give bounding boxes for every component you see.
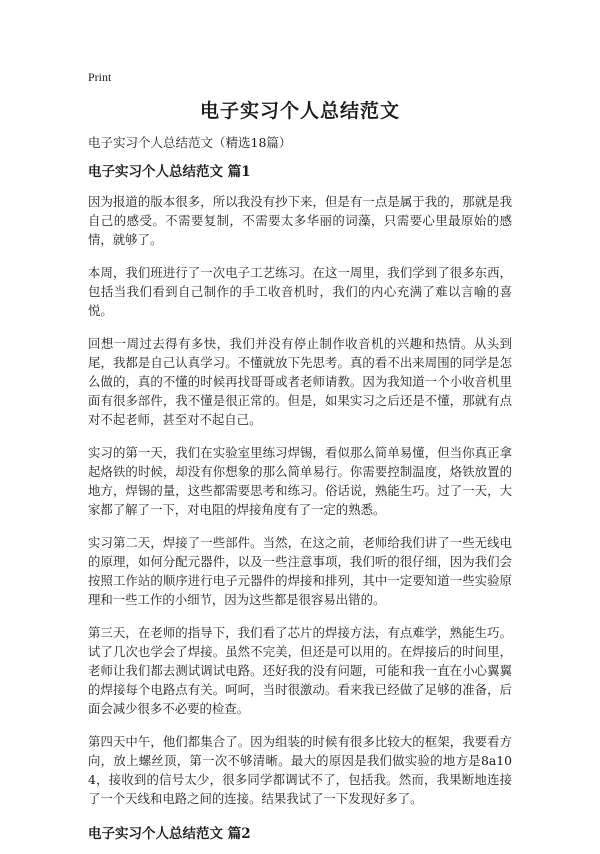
paragraph: 回想一周过去得有多快，我们并没有停止制作收音机的兴趣和热情。从头到尾，我都是自己认真学习。不懂就放下先思考。真的看不出来周围的同学是怎么做的，真的不懂的时候再找哥哥或者老师请教。因为我知道一个小收音机里面有很多部件，我不懂是很正常的。但是，如果实习之后还是不懂，那就有点对不起老师，甚至对不起自己。 (88, 336, 512, 427)
paragraph: 第三天，在老师的指导下，我们看了芯片的焊接方法，有点难学，熟能生巧。试了几次也学会了焊接。虽然不完美，但还是可以用的。在焊接后的时间里，老师让我们都去测试调试电路。还好我的没有问题，可能和我一直在小心翼翼的焊接每个电路点有关。呵呵，当时很激动。看来我已经做了足够的准备，后面会减少很多不必要的检查。 (88, 625, 512, 716)
paragraph: 本周，我们班进行了一次电子工艺练习。在这一周里，我们学到了很多东西，包括当我们看到自己制作的手工收音机时，我们的内心充满了难以言喻的喜悦。 (88, 265, 512, 318)
paragraph: 实习第二天，焊接了一些部件。当然，在这之前，老师给我们讲了一些无线电的原理，如何分配元器件，以及一些注意事项，我们听的很仔细，因为我们会按照工作站的顺序进行电子元器件的焊接和排列，其中一定要知道一些实验原理和一些工作的小细节，因为这些都是很容易出错的。 (88, 535, 512, 607)
document-subtitle: 电子实习个人总结范文（精选18篇） (88, 135, 292, 150)
document-title: 电子实习个人总结范文 (199, 100, 400, 122)
section-heading-1: 电子实习个人总结范文 篇1 (88, 164, 251, 180)
document-body (88, 160, 512, 854)
print-link[interactable]: Print (88, 70, 112, 84)
paragraph: 第四天中午，他们都集合了。因为组装的时候有很多比较大的框架，我要看方向，放上螺丝顶，第一次不够清晰。最大的原因是我们做实验的地方是8a104，接收到的信号太少，很多同学都调试不了，包括我。然而，我果断地连接了一个天线和电路之间的连接。结果我试了一下发现好多了。 (88, 734, 512, 806)
section-heading-2: 电子实习个人总结范文 篇2 (88, 826, 251, 842)
paragraph: 因为报道的版本很多，所以我没有抄下来，但是有一点是属于我的，那就是我自己的感受。不需要复制，不需要太多华丽的词藻，只需要心里最原始的感情，就够了。 (88, 194, 512, 247)
paragraph: 实习的第一天，我们在实验室里练习焊锡，看似那么简单易懂，但当你真正拿起烙铁的时候，却没有你想象的那么简单易行。你需要控制温度，烙铁放置的地方，焊锡的量，这些都需要思考和练习。俗话说，熟能生巧。过了一天，大家都了解了一下，对电阻的焊接角度有了一定的熟悉。 (88, 445, 512, 517)
